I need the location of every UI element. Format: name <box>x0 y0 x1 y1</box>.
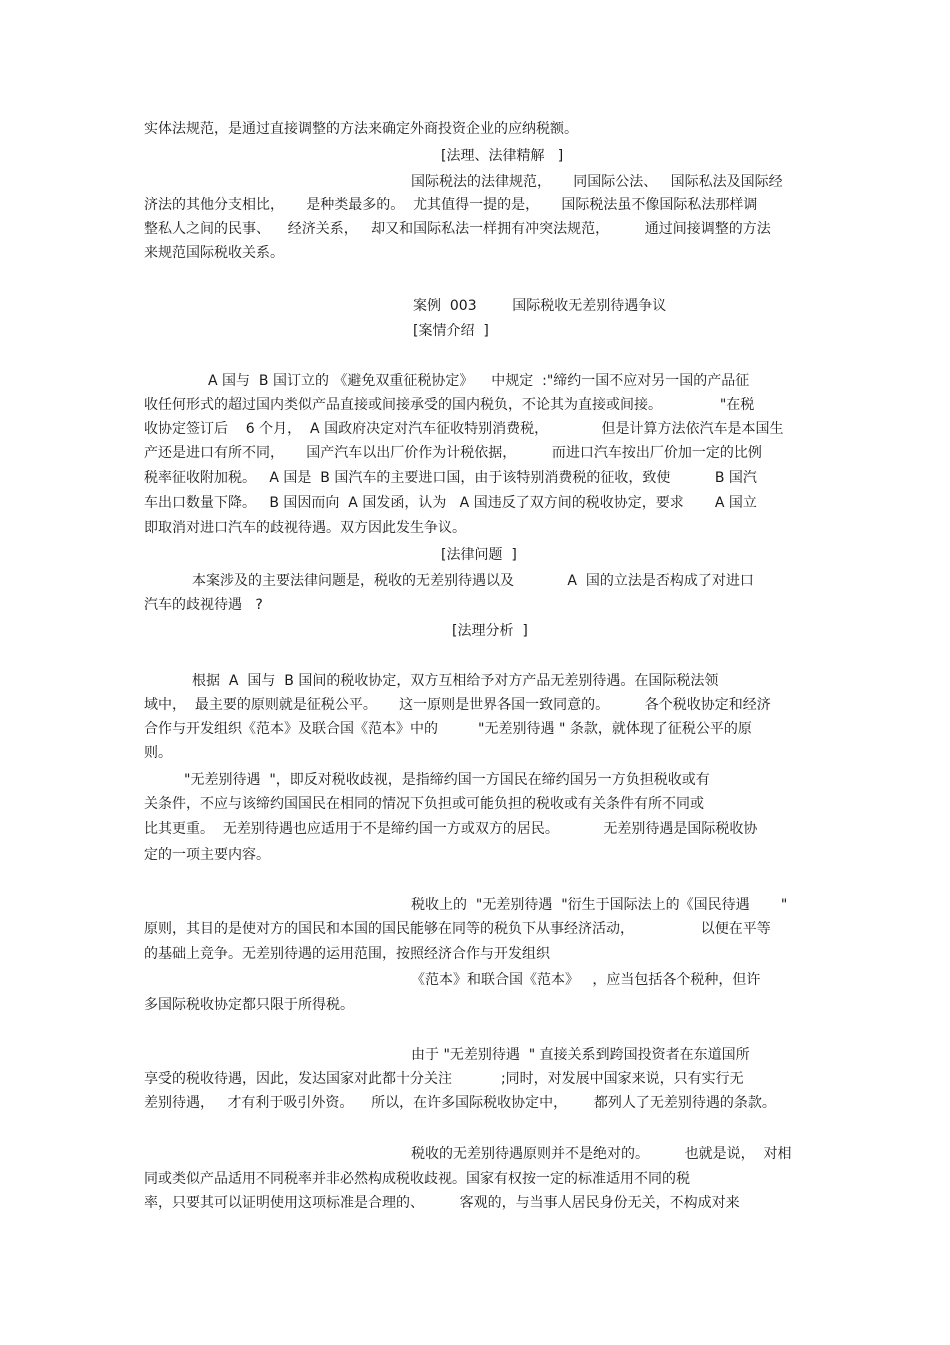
body-text-line: 合作与开发组织《范本》及联合国《范本》中的 "无差别待遇 " 条款，就体现了征税公平的原 <box>144 721 752 737</box>
section-heading: [法理分析 ] <box>452 623 528 639</box>
body-text-line: 定的一项主要内容。 <box>144 847 270 863</box>
body-text-line: 收任何形式的超过国内类似产品直接或间接承受的国内税负，不论其为直接或间接。 "在税 <box>144 397 755 413</box>
body-text-line: 即取消对进口汽车的歧视待遇。双方因此发生争议。 <box>144 520 466 536</box>
body-text-line: 税收的无差别待遇原则并不是绝对的。 也就是说， 对相 <box>411 1146 792 1162</box>
body-text-line: 原则，其目的是使对方的国民和本国的国民能够在同等的税负下从事经济活动， 以便在平等 <box>144 921 771 937</box>
body-text-line: A 国与 B 国订立的 《避免双重征税协定》 中规定 :"缔约一国不应对另一国的产品征 <box>208 373 750 389</box>
body-text-line: 域中， 最主要的原则就是征税公平。 这一原则是世界各国一致同意的。 各个税收协定和经济 <box>144 697 771 713</box>
body-text-line: 享受的税收待遇，因此，发达国家对此都十分关注 ;同时，对发展中国家来说，只有实行无 <box>144 1071 744 1087</box>
section-heading: [法律问题 ] <box>441 547 517 563</box>
body-text-line: 的基础上竞争。无差别待遇的运用范围，按照经济合作与开发组织 <box>144 946 550 962</box>
body-text-line: 同或类似产品适用不同税率并非必然构成税收歧视。国家有权按一定的标准适用不同的税 <box>144 1171 690 1187</box>
body-text-line: 差别待遇， 才有利于吸引外资。 所以，在许多国际税收协定中， 都列人了无差别待遇的条款。 <box>144 1095 776 1111</box>
body-text-line: 《范本》和联合国《范本》 ，应当包括各个税种，但许 <box>411 972 761 988</box>
body-text-line: 济法的其他分支相比， 是种类最多的。 尤其值得一提的是， 国际税法虽不像国际私法那样调 <box>144 197 758 213</box>
body-text-line: 国际税法的法律规范， 同国际公法、 国际私法及国际经 <box>411 174 783 190</box>
body-text-line: 实体法规范，是通过直接调整的方法来确定外商投资企业的应纳税额。 <box>144 121 578 137</box>
body-text-line: 来规范国际税收关系。 <box>144 245 284 261</box>
body-text-line: 比其更重。 无差别待遇也应适用于不是缔约国一方或双方的居民。 无差别待遇是国际税收协 <box>144 821 758 837</box>
body-text-line: 由于 "无差别待遇 " 直接关系到跨国投资者在东道国所 <box>411 1047 750 1063</box>
body-text-line: 率，只要其可以证明使用这项标准是合理的、 客观的，与当事人居民身份无关，不构成对来 <box>144 1195 740 1211</box>
body-text-line: 本案涉及的主要法律问题是，税收的无差别待遇以及 A 国的立法是否构成了对进口 <box>192 573 754 589</box>
body-text-line: 多国际税收协定都只限于所得税。 <box>144 997 354 1013</box>
body-text-line: 收协定签订后 6 个月， A 国政府决定对汽车征收特别消费税， 但是计算方法依汽车是本国生 <box>144 421 784 437</box>
body-text-line: 则。 <box>144 745 172 761</box>
body-text-line: 汽车的歧视待遇 ? <box>144 597 263 613</box>
body-text-line: 根据 A 国与 B 国间的税收协定，双方互相给予对方产品无差别待遇。在国际税法领 <box>192 673 719 689</box>
body-text-line: 整私人之间的民事、 经济关系， 却又和国际私法一样拥有冲突法规范， 通过间接调整的方法 <box>144 221 771 237</box>
section-heading: [法理、法律精解 ] <box>441 148 564 164</box>
case-title: 案例 003 国际税收无差别待遇争议 <box>413 298 667 314</box>
section-heading: [案情介绍 ] <box>413 323 489 339</box>
body-text-line: "无差别待遇 "，即反对税收歧视，是指缔约国一方国民在缔约国另一方负担税收或有 <box>184 772 710 788</box>
body-text-line: 产还是进口有所不同， 国产汽车以出厂价作为计税依据， 而进口汽车按出厂价加一定的比例 <box>144 445 762 461</box>
body-text-line: 税率征收附加税。 A 国是 B 国汽车的主要进口国，由于该特别消费税的征收，致使 B 国汽 <box>144 470 757 486</box>
body-text-line: 关条件，不应与该缔约国国民在相同的情况下负担或可能负担的税收或有关条件有所不同或 <box>144 796 704 812</box>
body-text-line: 车出口数量下降。 B 国因而向 A 国发函，认为 A 国违反了双方间的税收协定，要求 A 国立 <box>144 495 757 511</box>
body-text-line: 税收上的 "无差别待遇 "衍生于国际法上的《国民待遇 " <box>411 897 788 913</box>
